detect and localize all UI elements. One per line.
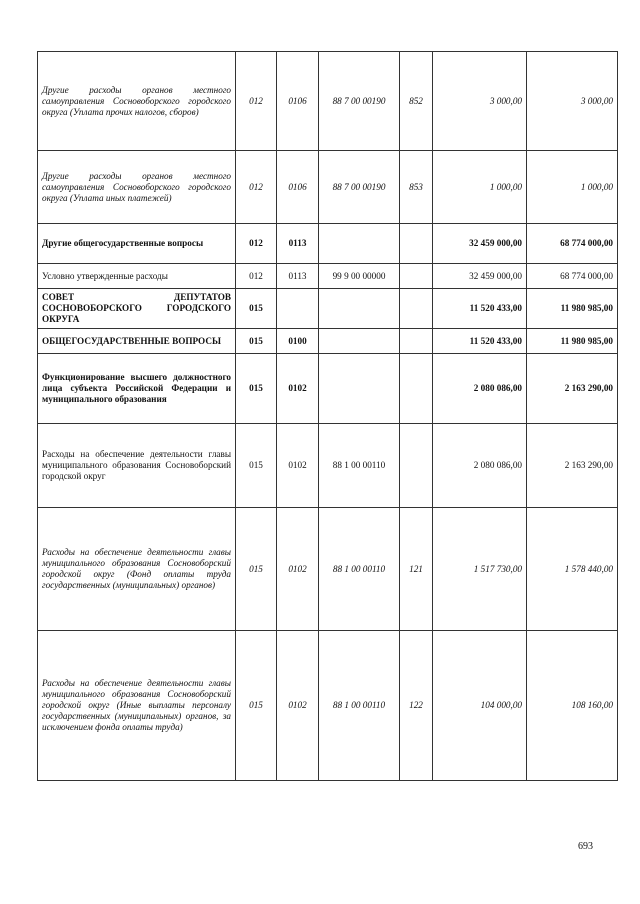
table-row <box>38 224 618 264</box>
cell-vr <box>400 224 433 264</box>
cell-rzpr: 0102 <box>277 631 319 781</box>
table-row <box>38 52 618 151</box>
cell-sum2: 68 774 000,00 <box>527 224 618 264</box>
table-row <box>38 631 618 781</box>
cell-vr <box>400 424 433 508</box>
cell-vr: 122 <box>400 631 433 781</box>
page-number: 693 <box>578 841 593 852</box>
cell-rzpr: 0102 <box>277 354 319 424</box>
table-row <box>38 329 618 354</box>
cell-ved: 012 <box>236 224 277 264</box>
cell-ved: 015 <box>236 508 277 631</box>
cell-sum2: 2 163 290,00 <box>527 354 618 424</box>
cell-csr <box>319 354 400 424</box>
cell-ved: 015 <box>236 289 277 329</box>
cell-name: СОВЕТ ДЕПУТАТОВ СОСНОВОБОРСКОГО ГОРОДСКОГО ОКРУГА <box>38 289 236 329</box>
cell-name: Другие расходы органов местного самоуправления Сосновоборского городского округа (Уплата иных платежей) <box>38 151 236 224</box>
cell-rzpr: 0113 <box>277 264 319 289</box>
cell-vr: 853 <box>400 151 433 224</box>
cell-vr <box>400 264 433 289</box>
cell-csr: 88 1 00 00110 <box>319 631 400 781</box>
cell-ved: 012 <box>236 52 277 151</box>
cell-sum1: 3 000,00 <box>433 52 527 151</box>
table-row <box>38 289 618 329</box>
cell-name: Условно утвержденные расходы <box>38 264 236 289</box>
cell-sum2: 2 163 290,00 <box>527 424 618 508</box>
cell-sum1: 32 459 000,00 <box>433 224 527 264</box>
cell-name: Расходы на обеспечение деятельности главы муниципального образования Сосновоборский городской округ (Фонд оплаты труда государственных (муниципальных) органов) <box>38 508 236 631</box>
cell-rzpr <box>277 289 319 329</box>
table-row <box>38 354 618 424</box>
cell-name: Расходы на обеспечение деятельности главы муниципального образования Сосновоборский городской округ <box>38 424 236 508</box>
cell-name: ОБЩЕГОСУДАРСТВЕННЫЕ ВОПРОСЫ <box>38 329 236 354</box>
cell-csr: 99 9 00 00000 <box>319 264 400 289</box>
cell-rzpr: 0102 <box>277 508 319 631</box>
cell-sum1: 104 000,00 <box>433 631 527 781</box>
cell-ved: 015 <box>236 354 277 424</box>
cell-rzpr: 0113 <box>277 224 319 264</box>
cell-name: Другие расходы органов местного самоуправления Сосновоборского городского округа (Уплата прочих налогов, сборов) <box>38 52 236 151</box>
cell-sum2: 108 160,00 <box>527 631 618 781</box>
cell-sum1: 11 520 433,00 <box>433 289 527 329</box>
cell-sum2: 68 774 000,00 <box>527 264 618 289</box>
cell-sum1: 1 517 730,00 <box>433 508 527 631</box>
cell-csr: 88 1 00 00110 <box>319 424 400 508</box>
cell-sum1: 2 080 086,00 <box>433 354 527 424</box>
cell-sum2: 1 000,00 <box>527 151 618 224</box>
table-row <box>38 508 618 631</box>
cell-vr <box>400 354 433 424</box>
cell-vr <box>400 329 433 354</box>
cell-ved: 012 <box>236 151 277 224</box>
cell-sum1: 1 000,00 <box>433 151 527 224</box>
cell-csr: 88 7 00 00190 <box>319 52 400 151</box>
cell-ved: 015 <box>236 329 277 354</box>
cell-csr <box>319 329 400 354</box>
cell-vr: 852 <box>400 52 433 151</box>
cell-name: Расходы на обеспечение деятельности главы муниципального образования Сосновоборский городской округ (Иные выплаты персоналу государственных (муниципальных) органов, за исключением фонда оплаты труда) <box>38 631 236 781</box>
cell-vr: 121 <box>400 508 433 631</box>
cell-sum2: 1 578 440,00 <box>527 508 618 631</box>
cell-csr: 88 1 00 00110 <box>319 508 400 631</box>
cell-ved: 015 <box>236 424 277 508</box>
cell-sum1: 11 520 433,00 <box>433 329 527 354</box>
cell-rzpr: 0106 <box>277 151 319 224</box>
cell-ved: 015 <box>236 631 277 781</box>
table-row <box>38 424 618 508</box>
cell-sum2: 11 980 985,00 <box>527 289 618 329</box>
cell-rzpr: 0106 <box>277 52 319 151</box>
cell-rzpr: 0100 <box>277 329 319 354</box>
cell-name: Другие общегосударственные вопросы <box>38 224 236 264</box>
cell-csr: 88 7 00 00190 <box>319 151 400 224</box>
cell-sum1: 2 080 086,00 <box>433 424 527 508</box>
cell-name: Функционирование высшего должностного лица субъекта Российской Федерации и муниципального образования <box>38 354 236 424</box>
cell-sum1: 32 459 000,00 <box>433 264 527 289</box>
cell-ved: 012 <box>236 264 277 289</box>
budget-table <box>37 51 618 781</box>
cell-csr <box>319 289 400 329</box>
table-row <box>38 264 618 289</box>
cell-csr <box>319 224 400 264</box>
cell-sum2: 3 000,00 <box>527 52 618 151</box>
cell-rzpr: 0102 <box>277 424 319 508</box>
cell-vr <box>400 289 433 329</box>
cell-sum2: 11 980 985,00 <box>527 329 618 354</box>
table-row <box>38 151 618 224</box>
